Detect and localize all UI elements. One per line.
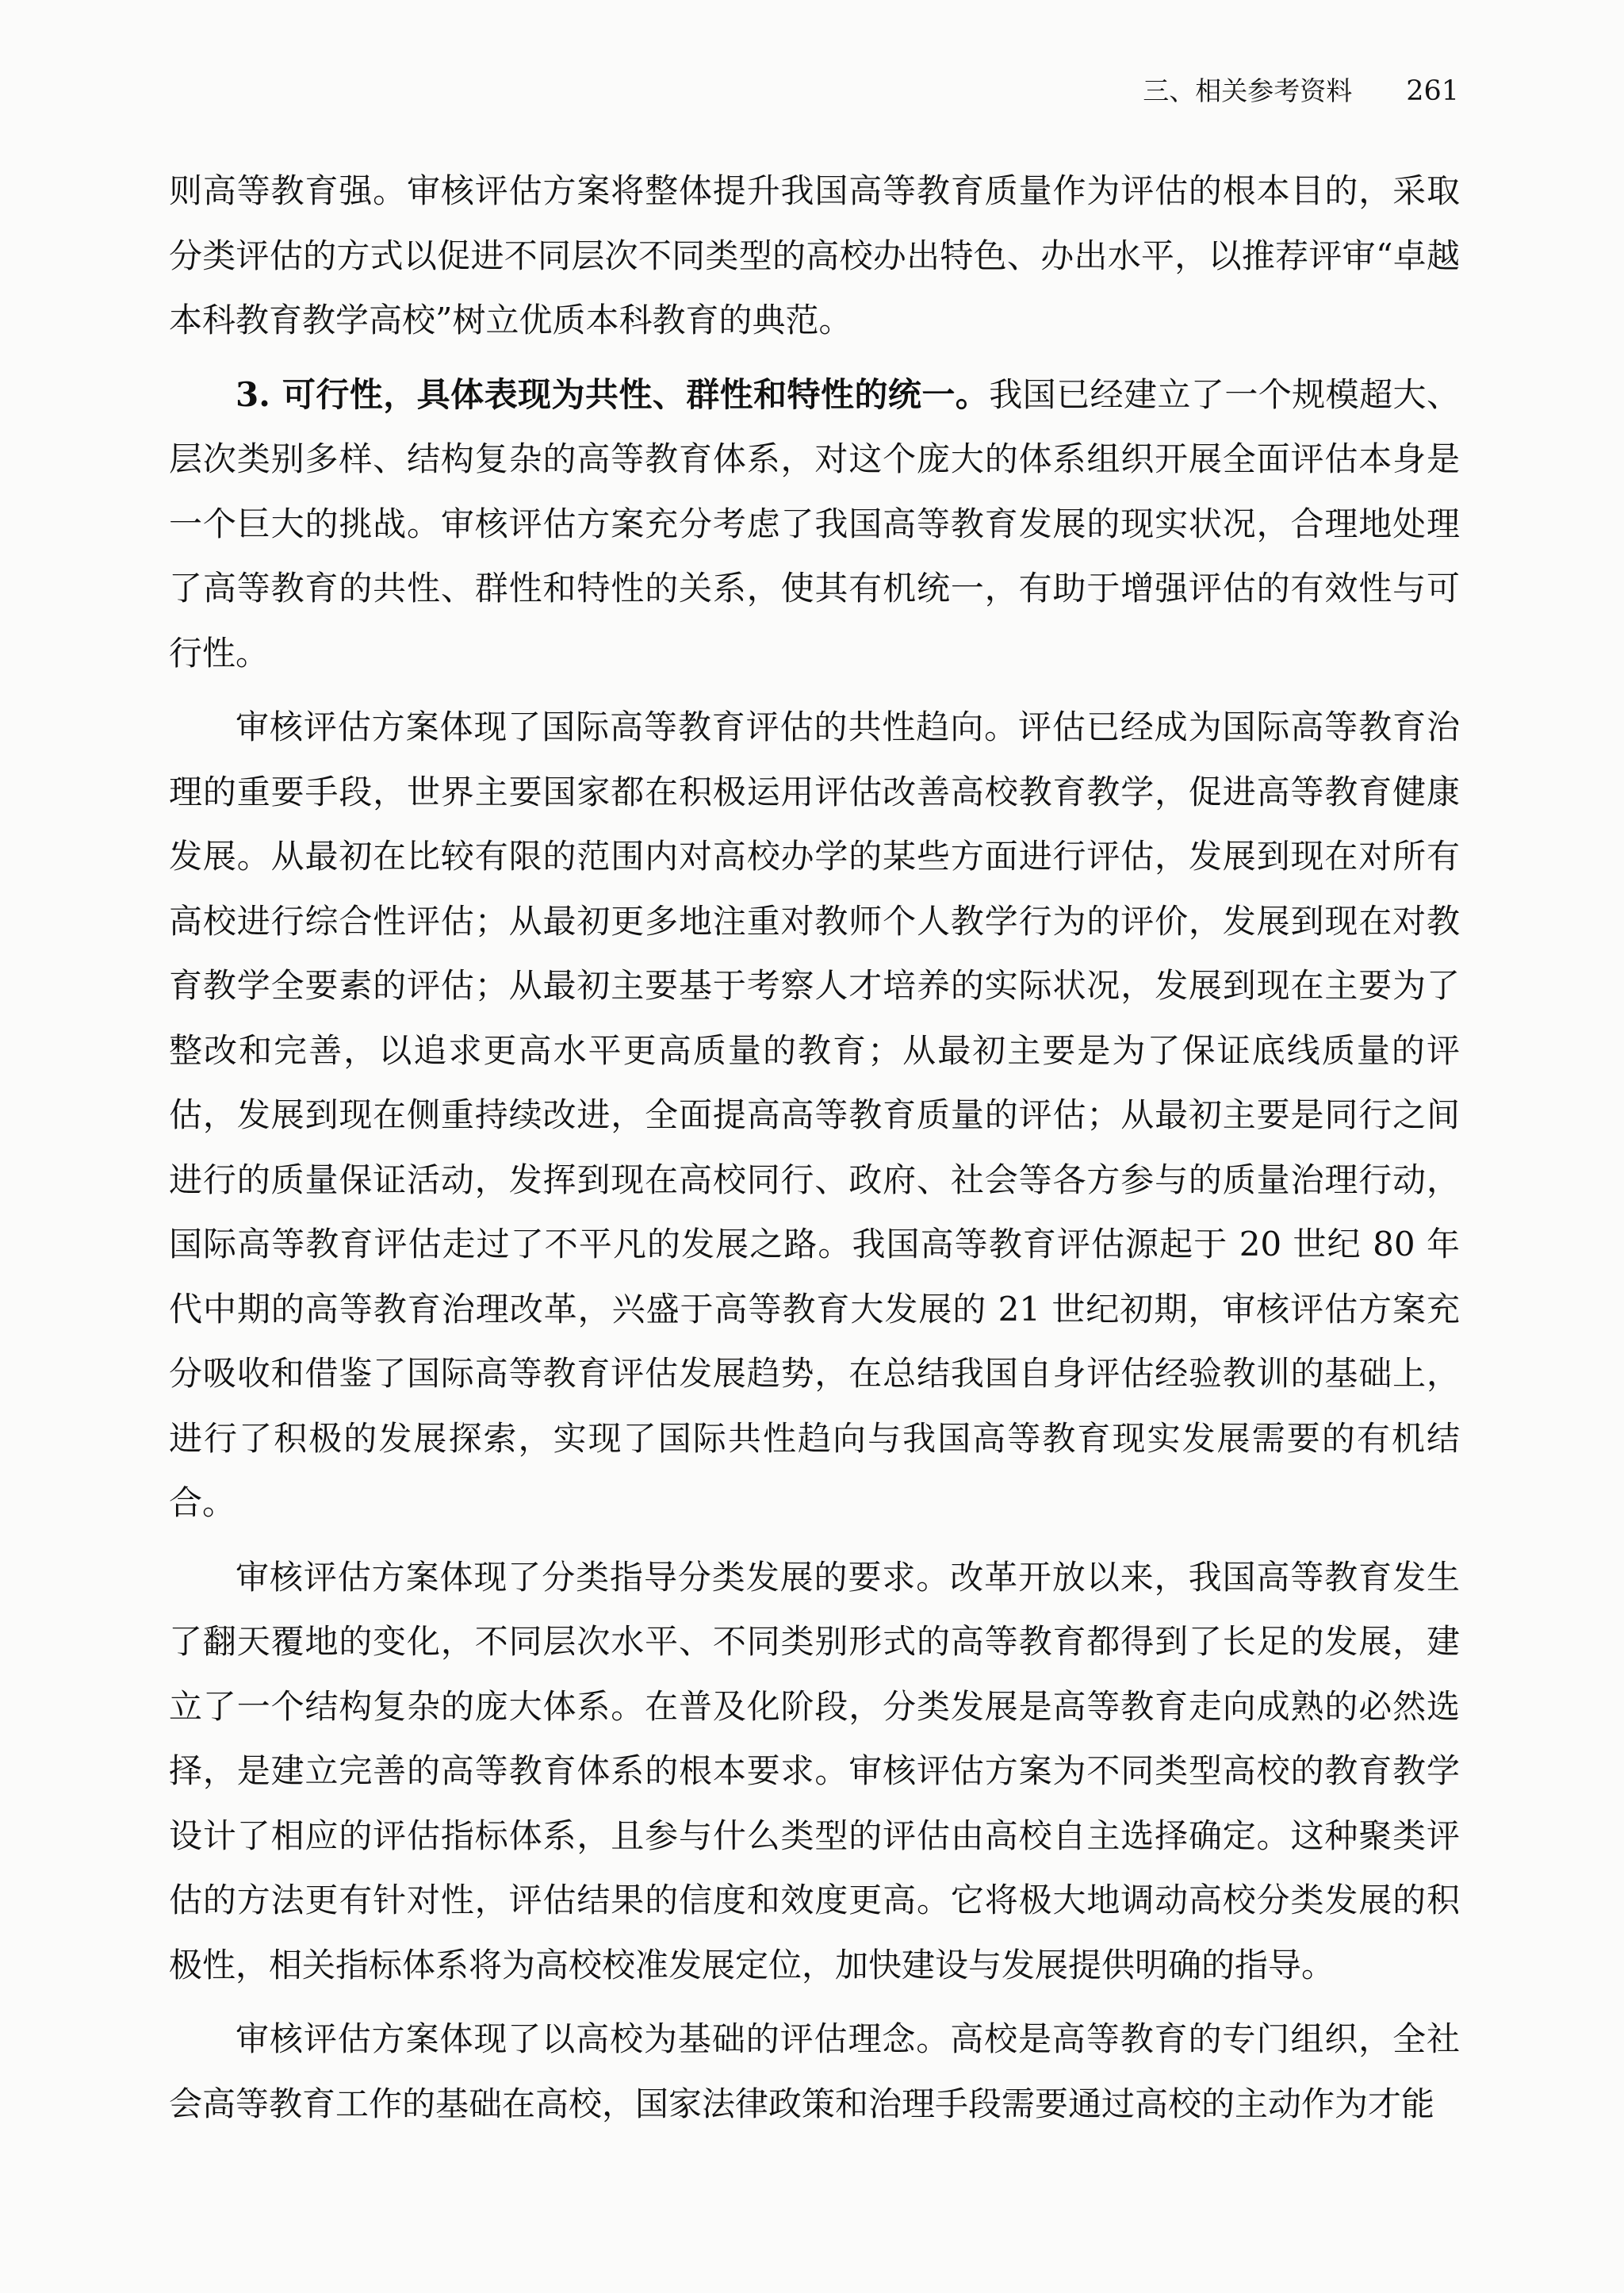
paragraph-text: 审核评估方案体现了以高校为基础的评估理念。高校是高等教育的专门组织，全社会高等教育工作的基础在高校，国家法律政策和治理手段需要通过高校的主动作为才能 — [169, 2019, 1460, 2123]
paragraph-international-trend — [169, 695, 1460, 1536]
body-text — [169, 159, 1460, 2145]
paragraph-text: 我国已经建立了一个规模超大、层次类别多样、结构复杂的高等教育体系，对这个庞大的体系组织开展全面评估本身是一个巨大的挑战。审核评估方案充分考虑了我国高等教育发展的现实状况，合理地处理了高等教育的共性、群性和特性的关系，使其有机统一，有助于增强评估的有效性与可行性。 — [169, 374, 1460, 673]
paragraph-text: 审核评估方案体现了分类指导分类发展的要求。改革开放以来，我国高等教育发生了翻天覆地的变化，不同层次水平、不同类别形式的高等教育都得到了长足的发展，建立了一个结构复杂的庞大体系。在普及化阶段，分类发展是高等教育走向成熟的必然选择，是建立完善的高等教育体系的根本要求。审核评估方案为不同类型高校的教育教学设计了相应的评估指标体系，且参与什么类型的评估由高校自主选择确定。这种聚类评估的方法更有针对性，评估结果的信度和效度更高。它将极大地调动高校分类发展的积极性，相关指标体系将为高校校准发展定位，加快建设与发展提供明确的指导。 — [169, 1557, 1460, 1984]
paragraph-text: 则高等教育强。审核评估方案将整体提升我国高等教育质量作为评估的根本目的，采取分类评估的方式以促进不同层次不同类型的高校办出特色、办出水平，以推荐评审“卓越本科教育教学高校”树立优质本科教育的典范。 — [169, 171, 1460, 339]
paragraph-text: 审核评估方案体现了国际高等教育评估的共性趋向。评估已经成为国际高等教育治理的重要手段，世界主要国家都在积极运用评估改善高校教育教学，促进高等教育健康发展。从最初在比较有限的范围内对高校办学的某些方面进行评估，发展到现在对所有高校进行综合性评估；从最初更多地注重对教师个人教学行为的评价，发展到现在对教育教学全要素的评估；从最初主要基于考察人才培养的实际状况，发展到现在主要为了整改和完善，以追求更高水平更高质量的教育；从最初主要是为了保证底线质量的评估，发展到现在侧重持续改进，全面提高高等教育质量的评估；从最初主要是同行之间进行的质量保证活动，发挥到现在高校同行、政府、社会等各方参与的质量治理行动，国际高等教育评估走过了不平凡的发展之路。我国高等教育评估源起于 20 世纪 80 年代中期的高等教育治理改革，兴盛于高等教育大发展的 21 世纪初期，审核评估方案充分吸收和借鉴了国际高等教育评估发展趋势，在总结我国自身评估经验教训的基础上，进行了积极的发展探索，实现了国际共性趋向与我国高等教育现实发展需要的有机结合。 — [169, 707, 1460, 1522]
paragraph-continued — [169, 159, 1460, 353]
paragraph-university-based — [169, 2007, 1460, 2136]
paragraph-feasibility — [169, 362, 1460, 686]
running-header — [1143, 75, 1459, 107]
page-number: 261 — [1406, 75, 1459, 107]
paragraph-classified-guidance — [169, 1545, 1460, 1998]
paragraph-lead-heading: 3. 可行性，具体表现为共性、群性和特性的统一。 — [236, 374, 990, 414]
section-title: 三、相关参考资料 — [1143, 75, 1353, 106]
